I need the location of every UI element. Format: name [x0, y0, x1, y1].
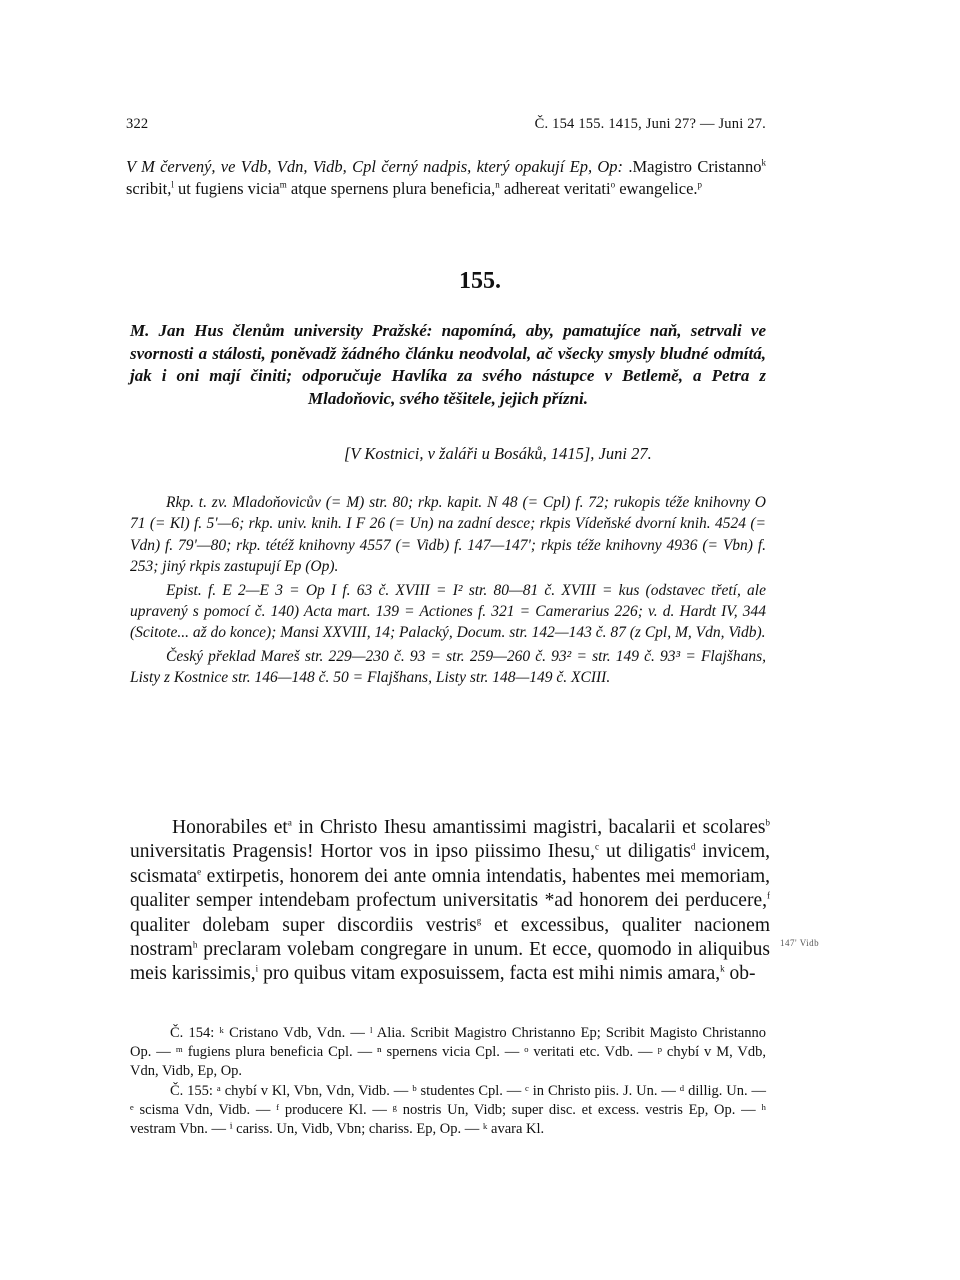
- latin-letter-text: [130, 816, 770, 987]
- translations-paragraph: Český překlad Mareš str. 229—230 č. 93 = str. 259—260 č. 93² = str. 149 č. 93³ = Flajšhans, Listy z Kostnice str. 146—148 č. 50 = Flajšhans, Listy str. 148—149 č. XCIII.: [130, 647, 766, 687]
- apparatus-mark: a: [287, 817, 292, 828]
- note-text: .Magistro Cristanno: [628, 157, 762, 176]
- apparatus-mark: c: [595, 841, 600, 852]
- note-mark: n: [495, 179, 500, 190]
- apparatus-mark: d: [690, 841, 696, 852]
- apparatus-mark: g: [476, 915, 482, 926]
- apparatus-mark: f: [767, 890, 770, 901]
- letter-paragraph: [130, 816, 770, 987]
- apparatus-mark: k: [720, 963, 725, 974]
- sources-section: [130, 492, 766, 691]
- apparatus-154: Č. 154: ᵏ Cristano Vdb, Vdn. — ˡ Alia. Scribit Magistro Christanno Ep; Scribit Magisto Christanno Op. — ᵐ fugiens plura beneficia Cpl. — ⁿ spernens vicia Cpl. — ᵒ veritati etc. Vdb. — ᵖ chybí v M, Vdb, Vdn, Vidb, Ep, Op.: [130, 1025, 766, 1080]
- note-text: scribit,: [126, 179, 172, 198]
- apparatus-mark: i: [255, 963, 259, 974]
- apparatus-155: Č. 155: ᵃ chybí v Kl, Vbn, Vdn, Vidb. — ᵇ studentes Cpl. — ᶜ in Christo piis. J. Un. — ᵈ dillig. Un. — ᵉ scisma Vdn, Vidb. — ᶠ producere Kl. — ᵍ nostris Un, Vidb; super disc. et excess. vestris Ep, Op. — ʰ vestram Vbn. — ⁱ cariss. Un, Vidb, Vbn; chariss. Ep, Op. — ᵏ avara Kl.: [130, 1082, 766, 1138]
- page-number: 322: [126, 116, 149, 132]
- note-text: ewangelice.: [615, 179, 698, 198]
- note-mark: p: [697, 179, 703, 190]
- letter-text: et excessibus, qualiter nacionem nostram: [130, 914, 770, 961]
- regest-summary: M. Jan Hus členům university Pražské: napomíná, aby, pamatujíce naň, setrvali ve svornosti a stálosti, poněvadž žádného článku neodvolal, ač všecky smysly bludné odmítá, jak i oni mají činiti; odporučuje Havlíka za svého nástupce v Betlemě, a Petra z Mladoňovic, svého těšitele, jejich přízni.: [130, 321, 766, 408]
- letter-text: ob-: [724, 963, 756, 985]
- document-number: 155.: [459, 268, 501, 294]
- note-text: adhereat veritati: [499, 179, 611, 198]
- letter-text: Honorabiles et: [172, 817, 288, 838]
- previous-document-note: [126, 156, 766, 200]
- apparatus-mark: e: [197, 866, 202, 877]
- letter-text: pro quibus vitam exposuissem, facta est mihi nimis amara,: [258, 963, 721, 985]
- letter-text: universitatis Pragensis! Hortor vos in ipso piissimo Ihesu,: [130, 841, 596, 863]
- apparatus-mark: b: [765, 817, 770, 828]
- note-mark: o: [610, 179, 616, 190]
- note-mark: l: [171, 179, 174, 190]
- note-intro: V M červený, ve Vdb, Vdn, Vidb, Cpl černý nadpis, který opakují Ep, Op:: [126, 157, 624, 176]
- note-mark: m: [279, 179, 287, 190]
- note-text: atque spernens plura beneficia,: [286, 179, 496, 198]
- letter-text: preclaram volebam congregare in unum. Et ecce, quomodo in aliquibus meis karissimis,: [130, 939, 770, 985]
- running-reference: Č. 154 155. 1415, Juni 27? — Juni 27.: [534, 116, 766, 132]
- dateline: [V Kostnici, v žaláři u Bosáků, 1415], Juni 27.: [344, 444, 652, 463]
- letter-text: extirpetis, honorem dei ante omnia intendatis, habentes mei memoriam, qualiter semper intendebam profectum universitatis *ad honorem dei perducere,: [130, 865, 770, 912]
- note-mark: k: [761, 157, 766, 168]
- note-text: ut fugiens vicia: [173, 179, 280, 198]
- margin-note: 147' Vidb: [780, 938, 820, 948]
- editions-paragraph: Epist. f. E 2—E 3 = Op I f. 63 č. XVIII = I² str. 80—81 č. XVIII = kus (odstavec třetí, ale upravený s pomocí č. 140) Acta mart. 139 = Actiones f. 321 = Camerarius 226; v. d. Hardt IV, 344 (Scitote... až do konce); Mansi XXVIII, 14; Palacký, Docum. str. 142—143 č. 87 (z Cpl, M, Vdn, Vidb).: [130, 581, 766, 642]
- letter-text: qualiter dolebam super discordiis vestris: [130, 914, 477, 936]
- letter-text: invicem, scismata: [130, 841, 770, 887]
- manuscripts-paragraph: Rkp. t. zv. Mladoňovicův (= M) str. 80; rkp. kapit. N 48 (= Cpl) f. 72; rukopis téže knihovny O 71 (= Kl) f. 5'—6; rkp. univ. knih. I F 26 (= Un) na zadní desce; rkpis Vídeňské dvorní knih. 4524 (= Vdn) f. 79'—80; rkp. tétéž knihovny 4557 (= Vidb) f. 147—147'; rkpis téže knihovny 4936 (= Vbn) f. 253; jiný rkpis zastupují Ep (Op).: [130, 494, 766, 576]
- letter-text: in Christo Ihesu amantissimi magistri, bacalarii et scolares: [291, 817, 766, 838]
- letter-text: ut diligatis: [599, 841, 691, 863]
- apparatus-mark: h: [192, 939, 198, 950]
- critical-apparatus: [130, 1024, 766, 1139]
